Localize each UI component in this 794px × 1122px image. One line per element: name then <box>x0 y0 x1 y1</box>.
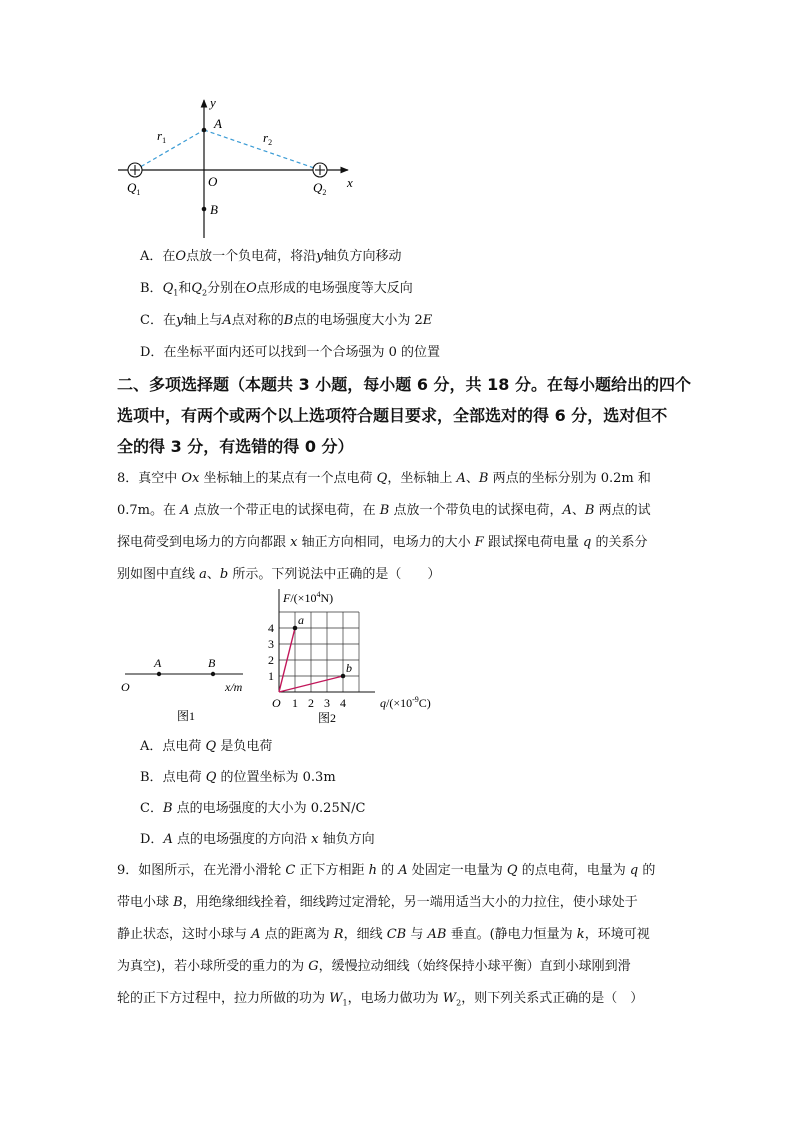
label-r1: $r_1$ <box>157 128 167 145</box>
section-heading-line2: 选项中，有两个或两个以上选项符合题目要求，全部选对的得 6 分，选对但不 <box>117 406 668 425</box>
point-a <box>202 128 207 133</box>
label-b: B <box>210 202 218 217</box>
chart-y-label: $F/(\times 10^4N)$ <box>283 590 334 605</box>
label-o: O <box>208 174 218 189</box>
chart-origin-label: O <box>272 696 281 710</box>
series-endpoint-a <box>293 626 298 631</box>
q8-line2: 0.7m。在 A 点放一个带正电的试探电荷，在 B 点放一个带负电的试探电荷，A、B 两点的试 <box>117 503 651 518</box>
fig1-point-b <box>211 672 215 676</box>
q8-option-b: B．点电荷 Q 的位置坐标为 0.3m <box>140 770 336 785</box>
charge-q2 <box>313 163 327 177</box>
x-tick-label: 3 <box>324 696 330 710</box>
q9-line4: 为真空)，若小球所受的重力的为 G，缓慢拉动细线（始终保持小球平衡）直到小球刚到滑 <box>117 959 631 974</box>
fig1-point-a <box>157 672 161 676</box>
r2-line <box>204 130 320 170</box>
figure-1-axis <box>115 650 255 725</box>
q7-option-d: D．在坐标平面内还可以找到一个合场强为 0 的位置 <box>140 345 440 360</box>
fig1-x-label: x/m <box>225 680 243 694</box>
q8-option-a: A．点电荷 Q 是负电荷 <box>140 739 273 754</box>
label-q1: $Q_1$ <box>127 180 141 197</box>
q9-line1: 9．如图所示，在光滑小滑轮 C 正下方相距 h 的 A 处固定一电量为 Q 的点电荷，电量为 q 的 <box>117 863 656 878</box>
q7-option-a: A．在O点放一个负电荷，将沿y轴负方向移动 <box>140 249 402 264</box>
y-tick-label: 3 <box>268 637 274 651</box>
x-tick-label: 4 <box>340 696 346 710</box>
r1-line <box>135 130 204 170</box>
section-heading-line1: 二、多项选择题（本题共 3 小题，每小题 6 分，共 18 分。在每小题给出的四个 <box>117 375 691 394</box>
label-r2: $r_2$ <box>263 130 273 147</box>
y-tick-label: 4 <box>268 621 274 635</box>
q8-option-c: C．B 点的电场强度的大小为 0.25N/C <box>140 801 366 816</box>
chart-x-label: $q/(\times 10^{-9}C)$ <box>380 695 431 710</box>
chart-grid <box>279 612 359 692</box>
q9-line5: 轮的正下方过程中，拉力所做的功为 $W_1$，电场力做功为 $W_2$，则下列关系式正确的是（ ） <box>117 991 644 1008</box>
q9-line3: 静止状态，这时小球与 A 点的距离为 R，细线 CB 与 AB 垂直。(静电力恒量为 k，环境可视 <box>117 927 650 942</box>
series-endpoint-b <box>341 674 346 679</box>
series-label-a: a <box>298 613 304 627</box>
fig1-label-a: A <box>154 656 162 670</box>
label-q2: $Q_2$ <box>313 180 327 197</box>
charge-q1 <box>128 163 142 177</box>
series-label-b: b <box>346 661 352 675</box>
point-b <box>202 207 207 212</box>
fig1-label-o: O <box>121 680 130 694</box>
coordinate-figure-q7 <box>100 92 380 242</box>
y-axis-label: y <box>210 95 216 110</box>
chart-series <box>279 613 352 692</box>
y-tick-label: 2 <box>268 653 274 667</box>
fig1-caption: 图1 <box>177 709 196 723</box>
q8-option-d: D．A 点的电场强度的方向沿 x 轴负方向 <box>140 832 375 847</box>
q8-line3: 探电荷受到电场力的方向都跟 x 轴正方向相同，电场力的大小 F 跟试探电荷电量 q 的关系分 <box>117 535 648 550</box>
fig1-label-b: B <box>208 656 216 670</box>
q9-line2: 带电小球 B，用绝缘细线拴着，细线跨过定滑轮，另一端用适当大小的力拉住，使小球处于 <box>117 895 638 910</box>
chart-caption: 图2 <box>318 711 337 725</box>
q8-line4: 别如图中直线 a、b 所示。下列说法中正确的是（ ） <box>117 567 441 582</box>
q7-option-c: C．在y轴上与A点对称的B点的电场强度大小为 2E <box>140 313 433 328</box>
q8-line1: 8．真空中 Ox 坐标轴上的某点有一个点电荷 Q，坐标轴上 A、B 两点的坐标分别为 0.2m 和 <box>117 471 651 486</box>
q7-option-b: B．$Q_1$和$Q_2$分别在O点形成的电场强度等大反向 <box>140 281 413 298</box>
y-tick-label: 1 <box>268 669 274 683</box>
x-axis-label: x <box>347 175 353 190</box>
section-heading-line3: 全的得 3 分，有选错的得 0 分） <box>117 437 354 456</box>
x-tick-label: 1 <box>292 696 298 710</box>
label-a: A <box>214 116 222 131</box>
x-tick-label: 2 <box>308 696 314 710</box>
figure-2-chart <box>262 586 437 728</box>
